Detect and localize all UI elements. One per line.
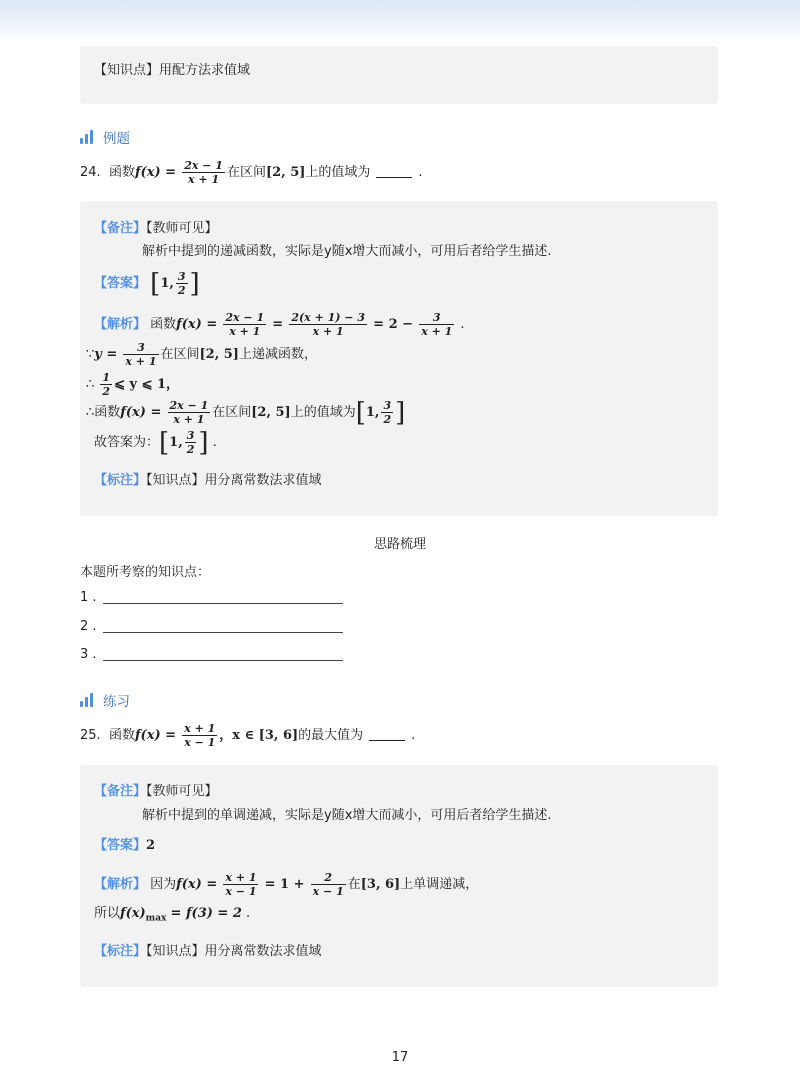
question-text: . xyxy=(411,728,416,743)
analysis-text: 上单调递减， xyxy=(400,877,479,892)
analysis-text: 因为 xyxy=(150,877,177,892)
fill-item[interactable] xyxy=(80,647,343,662)
analysis-line-1 xyxy=(94,869,478,901)
section-title: 练习 xyxy=(103,694,130,710)
analysis-line-2 xyxy=(86,339,317,371)
fill-item-number: 3 . xyxy=(80,647,97,662)
analysis-text: . xyxy=(460,317,465,332)
analysis-line-2 xyxy=(94,903,250,930)
bar-chart-icon xyxy=(80,130,93,144)
function-expr: f(x) = xyxy=(176,877,218,892)
note-tag: 【备注】 xyxy=(94,221,147,236)
answer-value: 2 xyxy=(146,838,156,853)
analysis-text: 函数 xyxy=(150,317,177,332)
fraction: $\frac{2x - 1}{x + 1}$ xyxy=(225,311,265,338)
function-expr: f(x) = xyxy=(134,165,177,180)
analysis-text: . xyxy=(212,435,217,450)
mark-line xyxy=(94,472,322,490)
analysis-text: 故答案为： xyxy=(94,435,160,450)
thinking-title: 思路梳理 xyxy=(373,537,426,552)
equals: = xyxy=(272,317,284,332)
bar-chart-icon xyxy=(80,693,93,707)
note-line xyxy=(94,220,218,238)
analysis-text: 在 xyxy=(347,877,361,892)
section-header-example xyxy=(80,127,130,147)
answer-tag: 【答案】 xyxy=(94,838,147,853)
fraction: $\frac{x + 1}{x - 1}$ xyxy=(184,722,216,749)
function-expr: f(x) = xyxy=(176,317,218,332)
fraction: $\frac{2x - 1}{x + 1}$ xyxy=(184,159,223,186)
analysis-text: ∴函数 xyxy=(86,405,121,420)
note-detail: 解析中提到的递减函数，实际是y随x增大而减小，可用后者给学生描述. xyxy=(142,244,552,259)
bracket-right: ] xyxy=(198,427,209,458)
page-number: 17 xyxy=(391,1050,409,1065)
function-expr: y = xyxy=(94,347,118,362)
question-text: . xyxy=(418,165,423,180)
analysis-text: 在区间 xyxy=(212,405,252,420)
fill-line[interactable] xyxy=(103,660,343,661)
bracket-right: ] xyxy=(189,268,200,299)
fill-item-number: 2 . xyxy=(80,619,97,634)
bracket-left: [ xyxy=(159,427,170,458)
solution-box-24 xyxy=(80,201,718,516)
function-expr: f(x) xyxy=(120,906,146,921)
fill-item-number: 1 . xyxy=(80,590,97,605)
mark-text: 【知识点】用分离常数法求值域 xyxy=(146,944,322,959)
answer-blank xyxy=(376,177,412,178)
note-text: 【教师可见】 xyxy=(146,221,218,236)
bracket-left: [ xyxy=(150,268,161,299)
fraction: $\frac{3}{x + 1}$ xyxy=(125,341,157,368)
fraction: $\frac{1}{2}$ xyxy=(102,371,111,398)
knowledge-point-text: 【知识点】用配方法求值域 xyxy=(94,63,251,78)
fraction: $\frac{3}{x + 1}$ xyxy=(421,311,453,338)
analysis-tag: 【解析】 xyxy=(94,877,147,892)
question-number: 24. xyxy=(80,165,101,180)
inequality: ⩽ y ⩽ 1， xyxy=(114,377,180,392)
analysis-line-4 xyxy=(86,397,405,429)
function-expr: f(x) = xyxy=(120,405,162,420)
mark-tag: 【标注】 xyxy=(94,473,147,488)
equals: = 2 − xyxy=(373,317,414,332)
fraction: $\frac{2x - 1}{x + 1}$ xyxy=(169,399,209,426)
answer-line xyxy=(94,837,155,855)
question-text: 的最大值为 xyxy=(298,728,364,743)
function-expr: f(x) = xyxy=(134,728,177,743)
fill-item[interactable] xyxy=(80,590,343,605)
question-text: 函数 xyxy=(108,165,135,180)
note-line xyxy=(94,783,218,801)
thinking-prompt: 本题所考察的知识点： xyxy=(80,565,211,580)
answer-value: 1, xyxy=(160,276,174,291)
section-header-practice xyxy=(80,690,130,710)
knowledge-box-top xyxy=(80,46,718,104)
bracket-left: [ xyxy=(355,397,366,428)
analysis-text: 在区间 xyxy=(160,347,200,362)
mark-tag: 【标注】 xyxy=(94,944,147,959)
interval: [2, 5] xyxy=(265,165,306,180)
note-detail: 解析中提到的单调递减，实际是y随x增大而减小，可用后者给学生描述. xyxy=(142,808,552,823)
fraction: $\frac{3}{2}$ xyxy=(383,399,392,426)
interval: [2, 5] xyxy=(199,347,239,362)
interval: [3, 6] xyxy=(360,877,401,892)
equals: = 1 + xyxy=(264,877,305,892)
subscript: max xyxy=(145,913,167,924)
fill-line[interactable] xyxy=(103,603,343,604)
because-symbol: ∵ xyxy=(86,347,95,362)
mark-line xyxy=(94,943,322,961)
fraction: $\frac{3}{2}$ xyxy=(177,270,186,297)
question-text: 函数 xyxy=(108,728,135,743)
fill-line[interactable] xyxy=(103,632,343,633)
answer-blank xyxy=(369,740,405,741)
question-text: 在区间 xyxy=(226,165,266,180)
header-band xyxy=(0,0,800,44)
fraction: $\frac{2(x + 1) - 3}{x + 1}$ xyxy=(291,311,366,338)
therefore-symbol: ∴ xyxy=(86,377,95,392)
question-number: 25. xyxy=(80,728,101,743)
function-expr: = f(3) = 2 xyxy=(170,906,242,921)
question-25 xyxy=(80,721,415,751)
analysis-text: . xyxy=(246,906,251,921)
domain-condition: ，x ∈ [3, 6] xyxy=(219,728,299,743)
interval: [2, 5] xyxy=(251,405,291,420)
fraction: $\frac{x + 1}{x - 1}$ xyxy=(225,871,257,898)
section-title: 例题 xyxy=(103,131,130,147)
question-24 xyxy=(80,158,423,188)
analysis-line-5 xyxy=(94,427,217,459)
analysis-line-1 xyxy=(94,309,465,341)
fill-item[interactable] xyxy=(80,619,343,634)
analysis-tag: 【解析】 xyxy=(94,317,147,332)
answer-value: 1, xyxy=(365,405,380,420)
analysis-text: 上的值域为 xyxy=(290,405,356,420)
question-text: 上的值域为 xyxy=(305,165,371,180)
answer-tag: 【答案】 xyxy=(94,276,147,291)
mark-text: 【知识点】用分离常数法求值域 xyxy=(146,473,322,488)
solution-box-25 xyxy=(80,765,718,987)
analysis-text: 上递减函数， xyxy=(238,347,317,362)
answer-line xyxy=(94,267,200,301)
note-text: 【教师可见】 xyxy=(146,784,218,799)
bracket-right: ] xyxy=(395,397,406,428)
analysis-text: 所以 xyxy=(94,906,121,921)
answer-value: 1, xyxy=(169,435,183,450)
note-tag: 【备注】 xyxy=(94,784,147,799)
fraction: $\frac{3}{2}$ xyxy=(186,429,195,456)
fraction: $\frac{2}{x - 1}$ xyxy=(312,871,344,898)
